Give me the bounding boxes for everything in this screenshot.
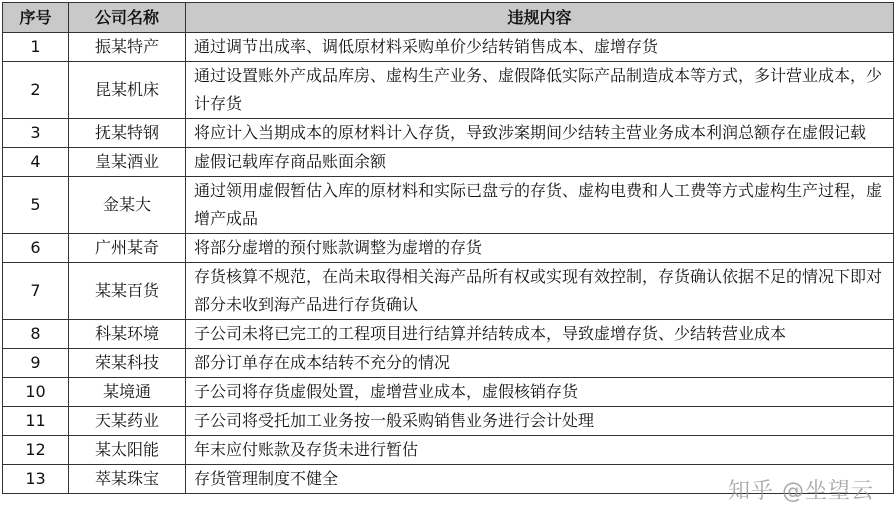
company-cell: 抚某特钢 xyxy=(69,119,186,148)
table-row xyxy=(3,263,894,320)
content-cell: 子公司将受托加工业务按一般采购销售业务进行会计处理 xyxy=(186,407,894,436)
content-cell: 将部分虚增的预付账款调整为虚增的存货 xyxy=(186,234,894,263)
serial-cell: 7 xyxy=(3,263,69,320)
table-row xyxy=(3,378,894,407)
table-row xyxy=(3,436,894,465)
table-row xyxy=(3,407,894,436)
content-cell: 虚假记载库存商品账面余额 xyxy=(186,148,894,177)
table-row xyxy=(3,177,894,234)
serial-cell: 8 xyxy=(3,320,69,349)
table-row xyxy=(3,62,894,119)
serial-cell: 6 xyxy=(3,234,69,263)
serial-cell: 10 xyxy=(3,378,69,407)
content-cell: 部分订单存在成本结转不充分的情况 xyxy=(186,349,894,378)
header-serial: 序号 xyxy=(3,3,69,33)
company-cell: 振某特产 xyxy=(69,33,186,62)
content-cell: 存货核算不规范，在尚未取得相关海产品所有权或实现有效控制，存货确认依据不足的情况下即对部分未收到海产品进行存货确认 xyxy=(186,263,894,320)
company-cell: 广州某奇 xyxy=(69,234,186,263)
serial-cell: 5 xyxy=(3,177,69,234)
watermark: 知乎 @坐望云 xyxy=(728,479,874,504)
header-row xyxy=(3,3,894,33)
company-cell: 荣某科技 xyxy=(69,349,186,378)
company-cell: 某某百货 xyxy=(69,263,186,320)
company-cell: 科某环境 xyxy=(69,320,186,349)
company-cell: 金某大 xyxy=(69,177,186,234)
company-cell: 某太阳能 xyxy=(69,436,186,465)
table-row xyxy=(3,234,894,263)
company-cell: 萃某珠宝 xyxy=(69,465,186,494)
content-cell: 通过领用虚假暂估入库的原材料和实际已盘亏的存货、虚构电费和人工费等方式虚构生产过程，虚增产成品 xyxy=(186,177,894,234)
serial-cell: 9 xyxy=(3,349,69,378)
content-cell: 子公司未将已完工的工程项目进行结算并结转成本，导致虚增存货、少结转营业成本 xyxy=(186,320,894,349)
content-cell: 存货管理制度不健全 xyxy=(186,465,894,494)
company-cell: 昆某机床 xyxy=(69,62,186,119)
content-cell: 通过设置账外产成品库房、虚构生产业务、虚假降低实际产品制造成本等方式，多计营业成本，少计存货 xyxy=(186,62,894,119)
table-row xyxy=(3,148,894,177)
serial-cell: 3 xyxy=(3,119,69,148)
serial-cell: 12 xyxy=(3,436,69,465)
violations-table xyxy=(2,2,894,494)
table-row xyxy=(3,349,894,378)
content-cell: 年末应付账款及存货未进行暂估 xyxy=(186,436,894,465)
serial-cell: 2 xyxy=(3,62,69,119)
table-row xyxy=(3,33,894,62)
serial-cell: 13 xyxy=(3,465,69,494)
table-body xyxy=(3,33,894,494)
serial-cell: 4 xyxy=(3,148,69,177)
company-cell: 天某药业 xyxy=(69,407,186,436)
content-cell: 子公司将存货虚假处置，虚增营业成本，虚假核销存货 xyxy=(186,378,894,407)
company-cell: 某境通 xyxy=(69,378,186,407)
serial-cell: 11 xyxy=(3,407,69,436)
content-cell: 将应计入当期成本的原材料计入存货，导致涉案期间少结转主营业务成本利润总额存在虚假记载 xyxy=(186,119,894,148)
table-row xyxy=(3,320,894,349)
header-content: 违规内容 xyxy=(186,3,894,33)
table-row xyxy=(3,119,894,148)
company-cell: 皇某酒业 xyxy=(69,148,186,177)
content-cell: 通过调节出成率、调低原材料采购单价少结转销售成本、虚增存货 xyxy=(186,33,894,62)
serial-cell: 1 xyxy=(3,33,69,62)
header-company: 公司名称 xyxy=(69,3,186,33)
